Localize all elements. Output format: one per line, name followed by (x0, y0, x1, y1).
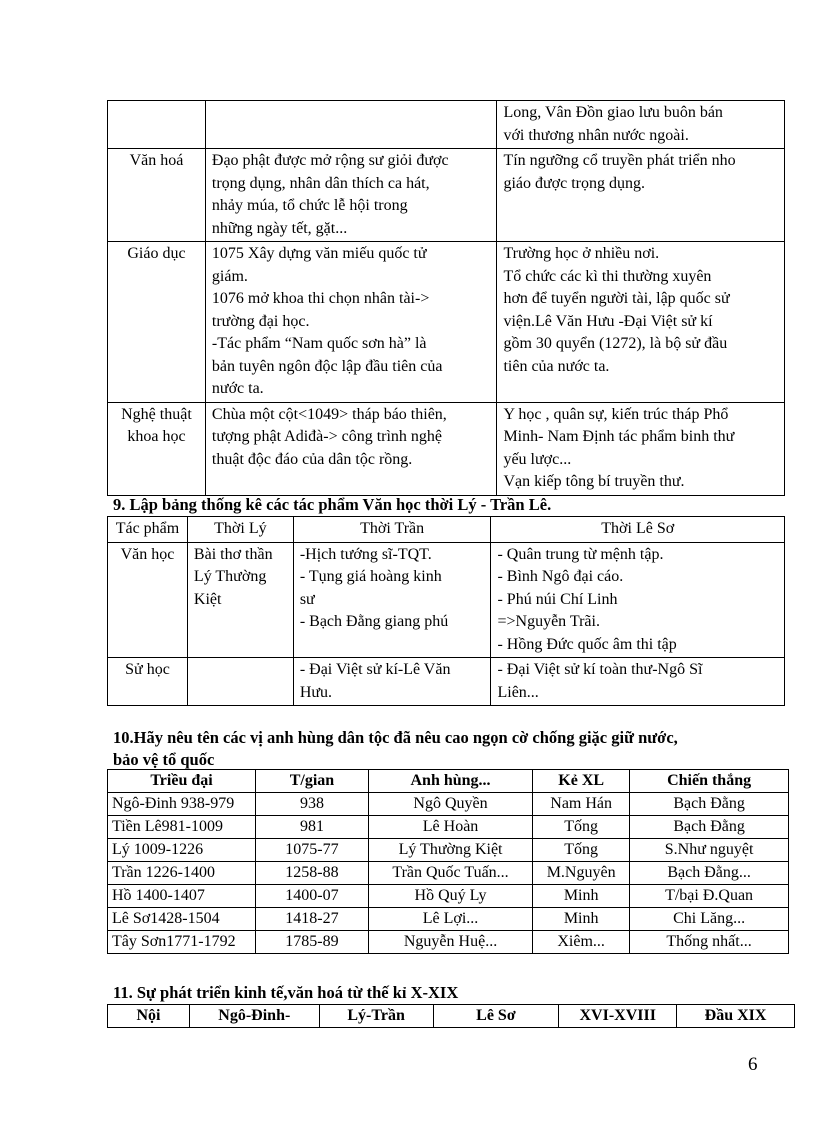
cell-invader: M.Nguyên (533, 862, 630, 885)
cell-line: Liên... (497, 683, 539, 701)
cell-line: - Tụng giá hoàng kinh (299, 568, 442, 585)
cell-tran (497, 402, 785, 495)
row-label: Văn hoá (108, 149, 206, 242)
cell-time: 1075-77 (256, 839, 369, 862)
header-hero: Anh hùng... (368, 770, 532, 793)
cell-time: 1400-07 (256, 885, 369, 908)
cell-line: - Phú núi Chí Linh (497, 590, 618, 608)
cell-invader: Xiêm... (533, 931, 630, 954)
header-dynasty: Triều đại (108, 770, 256, 793)
table-row (108, 658, 785, 706)
cell-hero: Hồ Quý Ly (368, 885, 532, 908)
cell-line: trọng dụng, nhân dân thích ca hát, (211, 174, 430, 192)
table-row (108, 931, 789, 954)
cell-le-so (491, 542, 785, 658)
row-label (108, 101, 206, 149)
cell-ly (187, 542, 293, 658)
cell-time: 1258-88 (256, 862, 369, 885)
cell-dynasty: Tây Sơn1771-1792 (108, 931, 256, 954)
cell-victory: S.Như nguyệt (630, 839, 789, 862)
section-10-title (113, 727, 678, 771)
cell-line: Chùa một cột<1049> tháp báo thiên, (211, 405, 447, 423)
cell-dynasty: Trần 1226-1400 (108, 862, 256, 885)
cell-line: gồm 30 quyển (1272), là bộ sử đầu (503, 335, 728, 352)
cell-dynasty: Tiền Lê981-1009 (108, 816, 256, 839)
table-header-row (108, 517, 785, 543)
cell-invader: Nam Hán (533, 793, 630, 816)
cell-victory: Bạch Đằng... (630, 862, 789, 885)
cell-line: - Bạch Đằng giang phú (299, 613, 449, 630)
cell-line: Vạn kiếp tông bí truyền thư. (503, 473, 685, 490)
header-invader: Kẻ XL (533, 770, 630, 793)
cell-ly (205, 402, 497, 495)
national-heroes-table (107, 769, 789, 954)
cell-line: Tổ chức các kì thi thường xuyên (503, 267, 712, 285)
table-row (108, 839, 789, 862)
cell-line: giám. (211, 267, 248, 285)
table-header-row (108, 1005, 795, 1028)
cell-invader: Minh (533, 908, 630, 931)
header-early-xix: Đầu XIX (677, 1005, 795, 1028)
cell-line: Y học , quân sự, kiến trúc tháp Phổ (503, 405, 729, 423)
table-row (108, 542, 785, 658)
cell-victory: Bạch Đằng (630, 816, 789, 839)
header-le-so: Thời Lê Sơ (491, 517, 785, 543)
cell-line: nhảy múa, tổ chức lễ hội trong (211, 197, 408, 214)
cell-hero: Lê Lợi... (368, 908, 532, 931)
cell-line: nước ta. (211, 380, 264, 397)
cell-time: 938 (256, 793, 369, 816)
literature-works-table (107, 516, 785, 706)
cell-line: viện.Lê Văn Hưu -Đại Việt sử kí (503, 312, 713, 330)
table-row (108, 885, 789, 908)
cell-line: - Đại Việt sử kí-Lê Văn (299, 661, 451, 678)
cell-line: Tín ngưỡng cổ truyền phát triển nho (503, 152, 736, 169)
cell-hero: Nguyễn Huệ... (368, 931, 532, 954)
cell-line: - Bình Ngô đại cáo. (497, 568, 624, 585)
cell-tran (497, 149, 785, 242)
cell-tran (293, 542, 491, 658)
header-time: T/gian (256, 770, 369, 793)
cell-dynasty: Ngô-Đinh 938-979 (108, 793, 256, 816)
table-row (108, 793, 789, 816)
header-ngo-dinh: Ngô-Đinh- (189, 1005, 319, 1028)
cell-line: tượng phật Adiđà-> công trình nghệ (211, 428, 443, 445)
cell-line: Đạo phật được mở rộng sư giỏi được (211, 152, 449, 169)
cell-time: 1418-27 (256, 908, 369, 931)
cell-ly (187, 658, 293, 706)
cell-line: những ngày tết, gặt... (211, 219, 348, 237)
cell-victory: Bạch Đằng (630, 793, 789, 816)
cell-victory: T/bại Đ.Quan (630, 885, 789, 908)
cell-hero: Lý Thường Kiệt (368, 839, 532, 862)
cell-line: Trường học ở nhiều nơi. (503, 245, 660, 262)
table-row (108, 101, 785, 149)
row-label: Nghệ thuật khoa học (108, 402, 206, 495)
cell-hero: Trần Quốc Tuấn... (368, 862, 532, 885)
cell-line: thuật độc đáo của dân tộc rồng. (211, 450, 413, 468)
cell-line: trường đại học. (211, 312, 310, 330)
cell-line: Bài thơ thần (193, 545, 273, 563)
cell-line: Kiệt (193, 590, 222, 608)
cell-line: -Tác phẩm “Nam quốc sơn hà” là (211, 335, 427, 352)
cell-line: sư (299, 590, 315, 608)
economy-culture-table (107, 1004, 795, 1028)
cell-invader: Tống (533, 839, 630, 862)
table-row (108, 242, 785, 403)
cell-line: Lý Thường (193, 568, 267, 585)
cell-victory: Chi Lăng... (630, 908, 789, 931)
cell-line: - Quân trung từ mệnh tập. (497, 545, 664, 563)
row-label: Giáo dục (108, 242, 206, 403)
cell-ly (205, 101, 497, 149)
cell-line: - Đại Việt sử kí toàn thư-Ngô Sĩ (497, 661, 703, 678)
culture-education-table (107, 100, 785, 496)
cell-line: giáo được trọng dụng. (503, 174, 646, 192)
cell-le-so (491, 658, 785, 706)
cell-line: =>Nguyễn Trãi. (497, 613, 600, 630)
section-10-title-line-2: bảo vệ tổ quốc (113, 750, 215, 769)
header-ly: Thời Lý (187, 517, 293, 543)
cell-dynasty: Lý 1009-1226 (108, 839, 256, 862)
table-row (108, 149, 785, 242)
cell-line: yếu lược... (503, 450, 572, 468)
row-label: Văn học (108, 542, 188, 658)
cell-time: 1785-89 (256, 931, 369, 954)
cell-tran (497, 242, 785, 403)
cell-line: Minh- Nam Định tác phẩm binh thư (503, 428, 735, 445)
section-11-title: 11. Sự phát triển kinh tế,văn hoá từ thế kỉ X-XIX (113, 983, 459, 1002)
cell-hero: Lê Hoàn (368, 816, 532, 839)
cell-ly (205, 242, 497, 403)
section-10-title-line-1: 10.Hãy nêu tên các vị anh hùng dân tộc đã nêu cao ngọn cờ chống giặc giữ nước, (113, 728, 678, 747)
cell-ly (205, 149, 497, 242)
cell-line: Long, Vân Đồn giao lưu buôn bán (503, 104, 723, 121)
header-tran: Thời Trần (293, 517, 491, 543)
cell-line: 1075 Xây dựng văn miếu quốc tử (211, 245, 427, 262)
cell-time: 981 (256, 816, 369, 839)
cell-tran (293, 658, 491, 706)
cell-line: bản tuyên ngôn độc lập đầu tiên của (211, 357, 443, 375)
header-le-so: Lê Sơ (433, 1005, 559, 1028)
cell-line: 1076 mở khoa thi chọn nhân tài-> (211, 290, 430, 307)
table-row (108, 402, 785, 495)
cell-tran (497, 101, 785, 149)
table-header-row (108, 770, 789, 793)
cell-line: hơn để tuyển người tài, lập quốc sử (503, 290, 730, 307)
header-victory: Chiến thắng (630, 770, 789, 793)
table-row (108, 816, 789, 839)
cell-dynasty: Lê Sơ1428-1504 (108, 908, 256, 931)
cell-line: tiên của nước ta. (503, 357, 610, 375)
table-row (108, 908, 789, 931)
header-ly-tran: Lý-Trần (319, 1005, 433, 1028)
section-9-title: 9. Lập bảng thống kê các tác phẩm Văn học thời Lý - Trần Lê. (113, 495, 552, 514)
page-number: 6 (748, 1054, 758, 1075)
cell-invader: Tống (533, 816, 630, 839)
cell-invader: Minh (533, 885, 630, 908)
cell-hero: Ngô Quyền (368, 793, 532, 816)
cell-victory: Thống nhất... (630, 931, 789, 954)
cell-line: - Hồng Đức quốc âm thi tập (497, 635, 677, 653)
table-row (108, 862, 789, 885)
header-works: Tác phẩm (108, 517, 188, 543)
cell-line: Hưu. (299, 683, 333, 701)
row-label: Sử học (108, 658, 188, 706)
cell-line: với thương nhân nước ngoài. (503, 126, 689, 144)
cell-line: -Hịch tướng sĩ-TQT. (299, 545, 432, 563)
cell-dynasty: Hồ 1400-1407 (108, 885, 256, 908)
header-content: Nội (108, 1005, 190, 1028)
header-xvi-xviii: XVI-XVIII (559, 1005, 677, 1028)
